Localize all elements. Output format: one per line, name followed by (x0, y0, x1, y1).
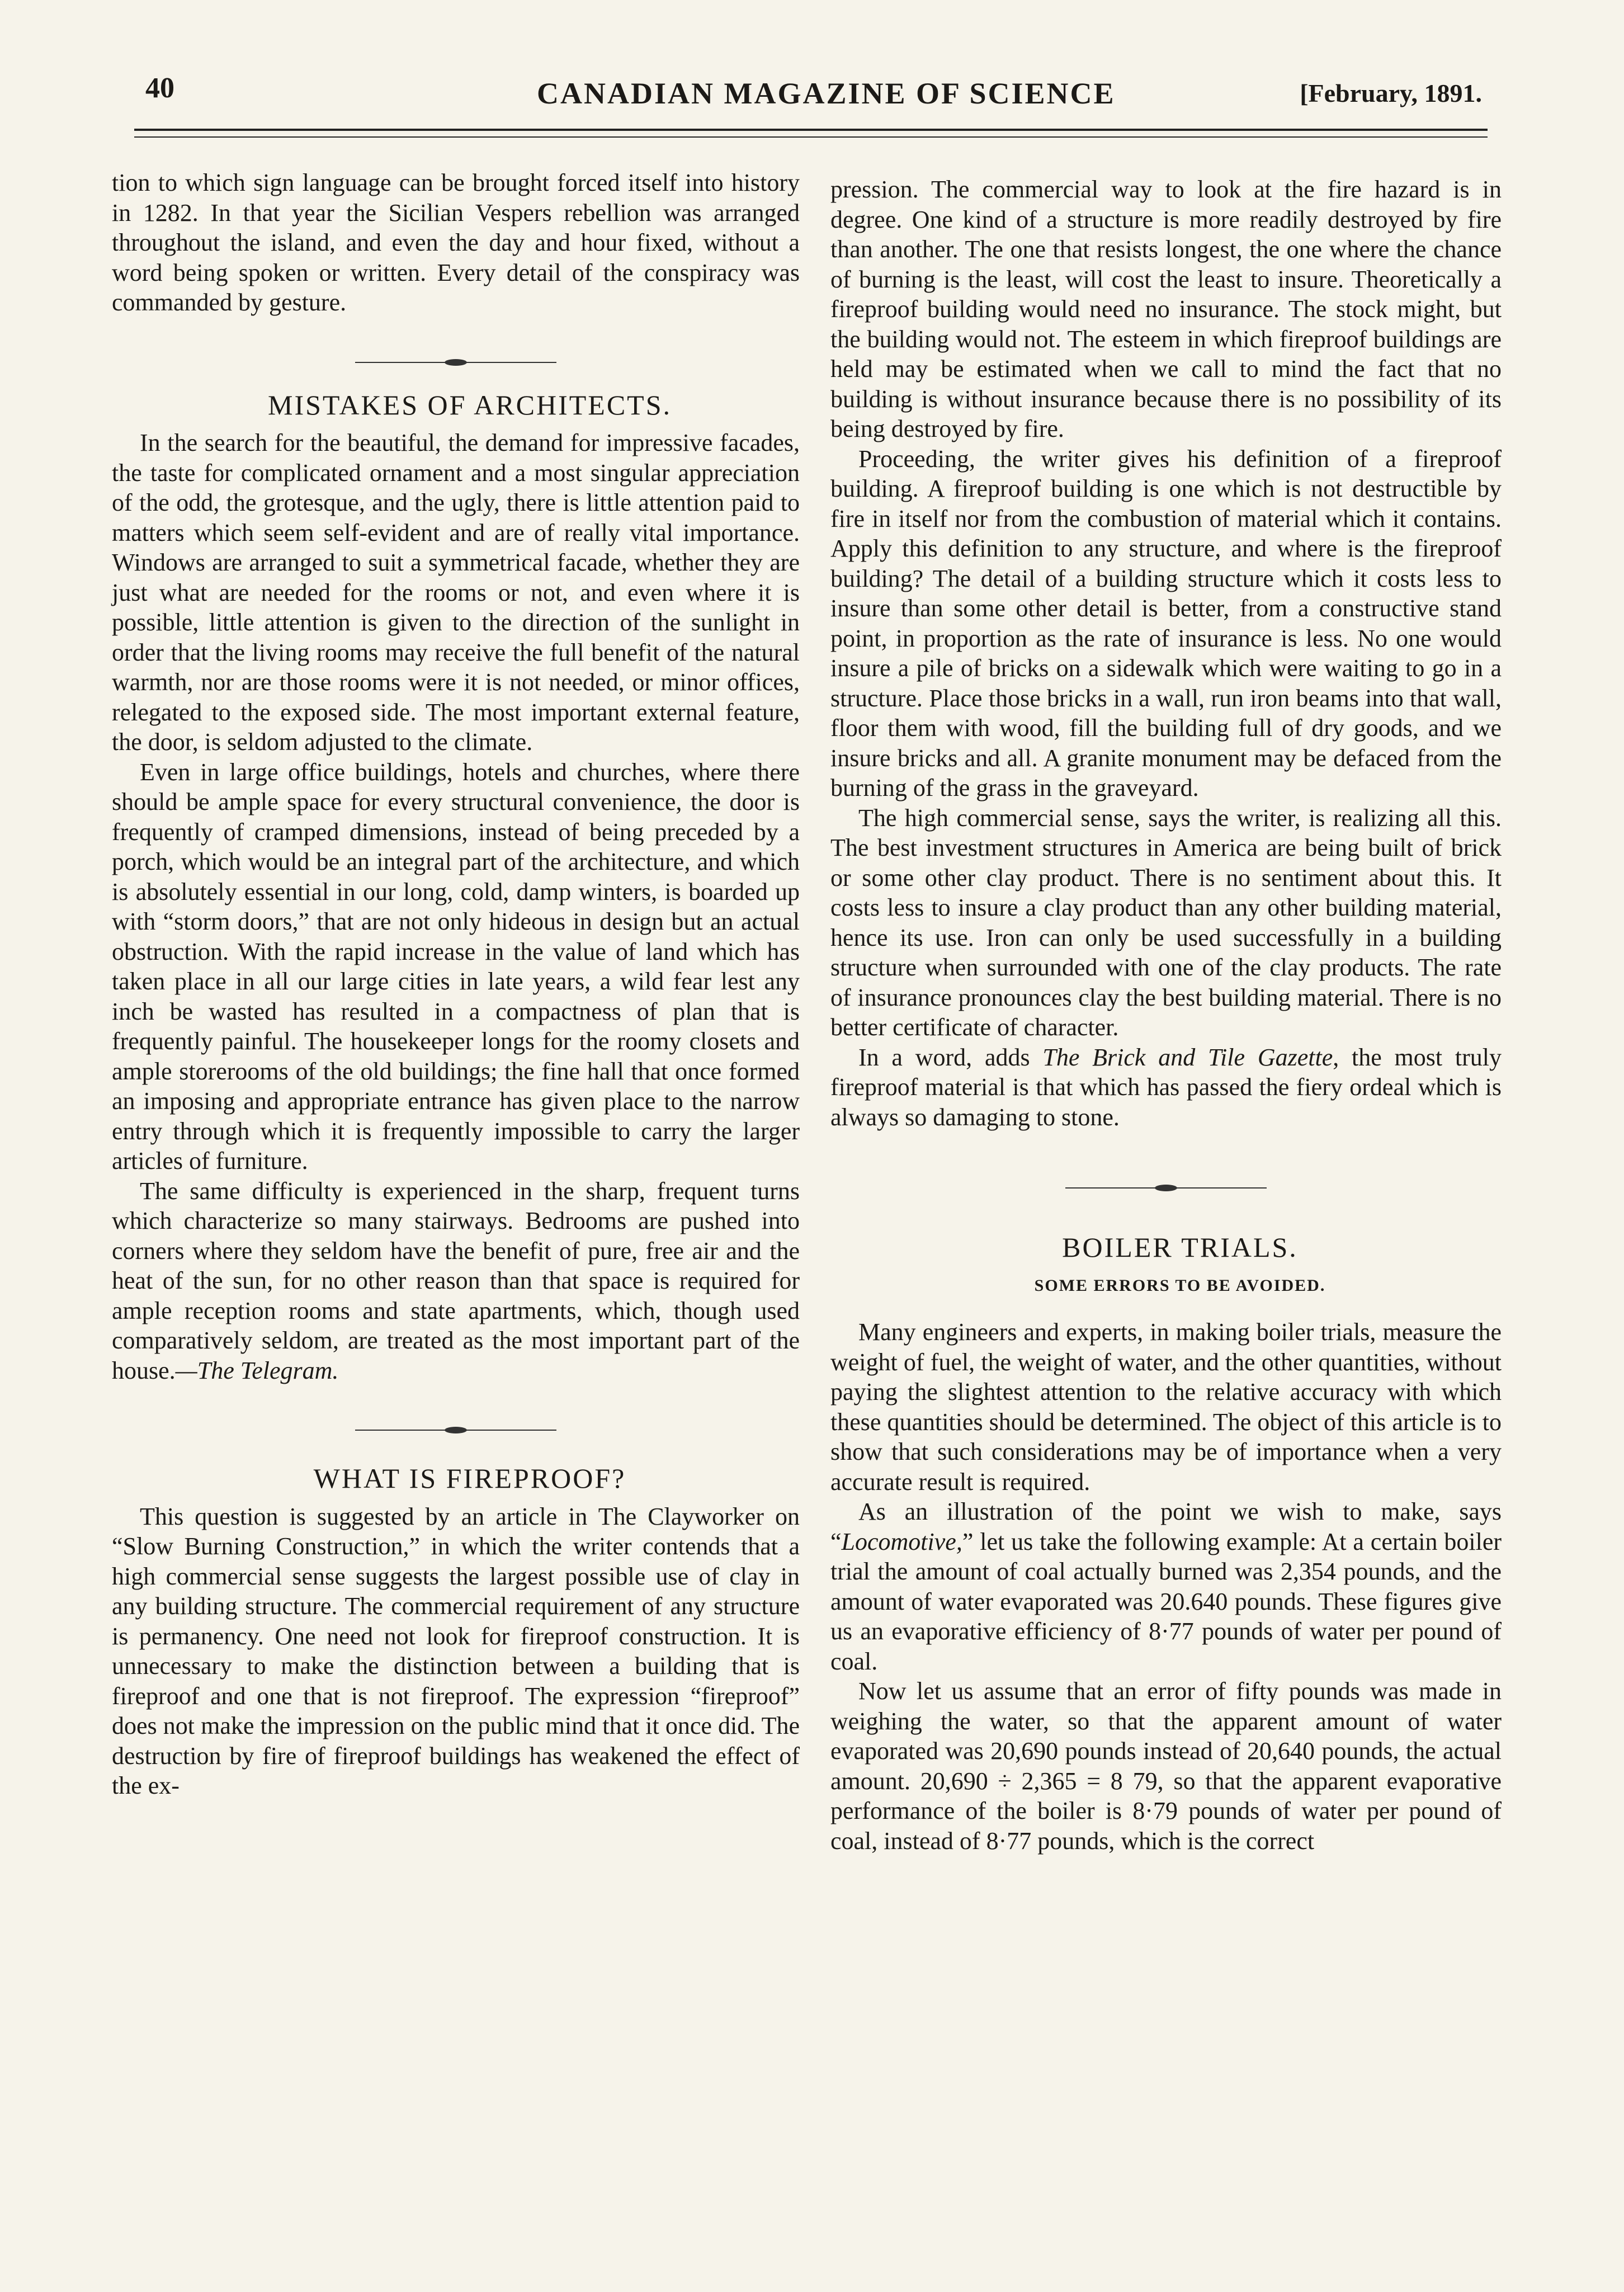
paragraph (830, 1043, 1502, 1133)
paragraph: This question is suggested by an article in The Clayworker on “Slow Burning Construction,” in which the writer contends that a high commercial sense suggests the largest possible use of clay in any building structure. The commercial requirement of any structure is permanency. One need not look for fireproof construction. It is unnecessary to make the distinction between a building that is fireproof and one that is not fireproof. The expression “fireproof” does not make the impression on the public mind that it once did. The destruction by fire of fireproof buildings has weakened the effect of the ex- (112, 1502, 800, 1799)
paragraph: The high commercial sense, says the writer, is realizing all this. The best investment structures in America are being built of brick or some other clay product. There is no sentiment about this. It costs less to insure a clay product than any other building material, hence its use. Iron can only be used successfully in a building structure when surrounded with one of the clay products. The rate of insurance pronounces clay the best building material. There is no better certificate of character. (830, 804, 1502, 1041)
paragraph-text: ” let us take the following example: At a certain boiler trial the amount of coal actually burned was 2,354 pounds, and the amount of water evaporated was 20.640 pounds. These figures give us an evaporative efficiency of 8·77 pounds of water per pound of coal. (830, 1527, 1502, 1675)
publication-name: The Brick and Tile Gazette (1042, 1043, 1333, 1071)
publication-name: Locomotive, (841, 1527, 962, 1555)
section-ornament (830, 1166, 1502, 1199)
section-title-boiler: BOILER TRIALS. (1062, 1232, 1298, 1263)
paragraph: tion to which sign language can be brought forced itself into history in 1282. In that year the Sicilian Vespers rebellion was arranged throughout the island, and even the day and hour fixed, without a word being spoken or written. Every detail of the conspiracy was commanded by gesture. (112, 169, 800, 316)
paragraph: Many engineers and experts, in making boiler trials, measure the weight of fuel, the weight of water, and the other quantities, without paying the slightest attention to the relative accuracy with which these quantities should be determined. The object of this article is to show that such considerations may be of importance when a very accurate result is required. (830, 1318, 1502, 1496)
paragraph-text: , the most truly fireproof material is that which has passed the fiery ordeal which is always so damaging to stone. (830, 1043, 1502, 1131)
paragraph-text: As an illustration of the point we wish to make, says “ (830, 1498, 1502, 1555)
magazine-title: CANADIAN MAGAZINE OF SCIENCE (537, 77, 1116, 110)
section-title-fireproof: WHAT IS FIREPROOF? (313, 1463, 626, 1494)
left-column (112, 168, 800, 1801)
paragraph (830, 1497, 1502, 1676)
section-ornament (112, 340, 800, 374)
page-header (134, 66, 1488, 116)
page-number: 40 (145, 72, 174, 104)
section-subtitle: SOME ERRORS TO BE AVOIDED. (1034, 1276, 1326, 1295)
paragraph: Now let us assume that an error of fifty pounds was made in weighing the water, so that the apparent amount of water evaporated was 20,690 pounds instead of 20,640 pounds, the actual amount. 20,690 ÷ 2,365 = 8 79, so that the apparent evaporative performance of the boiler is 8·79 pounds of water per pound of coal, instead of 8·77 pounds, which is the correct (830, 1677, 1502, 1855)
paragraph: pression. The commercial way to look at the fire hazard is in degree. One kind of a structure is more readily destroyed by fire than another. The one that resists longest, the one where the chance of burning is the least, will cost the least to insure. Theoretically a fireproof building would need no insurance. The stock might, but the building would not. The esteem in which fireproof buildings are held may be estimated when we call to mind the fact that no building is without insurance because there is no possibility of its being destroyed by fire. (830, 176, 1502, 442)
paragraph: Proceeding, the writer gives his definition of a fireproof building. A fireproof building is one which is not destructible by fire in itself nor from the combustion of material which it contains. Apply this definition to any structure, and where is the fireproof building? The detail of a building structure which it costs less to insure than some other detail is better, from a constructive stand point, in proportion as the rate of insurance is less. No one would insure a pile of bricks on a sidewalk which were waiting to go in a structure. Place those bricks in a wall, run iron beams into that wall, floor them with wood, fill the building full of dry goods, and we insure bricks and all. A granite monument may be defaced from the burning of the grass in the graveyard. (830, 445, 1502, 801)
header-rule-thin (134, 136, 1488, 138)
paragraph-text: The same difficulty is experienced in the sharp, frequent turns which characterize so many stairways. Bedrooms are pushed into corners where they seldom have the benefit of pure, free air and the heat of the sun, for no other reason than that space is required for ample reception rooms and state apartments, which, though used comparatively seldom, are treated as the most important part of the house. (112, 1177, 800, 1384)
paragraph-text: In a word, adds (858, 1043, 1043, 1071)
section-ornament (112, 1408, 800, 1441)
issue-date: [February, 1891. (1300, 79, 1482, 107)
header-rule (134, 129, 1488, 131)
section-title-architects: MISTAKES OF ARCHITECTS. (267, 389, 672, 421)
paragraph: In the search for the beautiful, the demand for impressive facades, the taste for complicated ornament and a most singular appreciation of the odd, the grotesque, and the ugly, there is little attention paid to matters which seem self-evident and are of really vital importance. Windows are arranged to suit a symmetrical facade, whether they are just what are needed for the rooms or not, and even where it is possible, little attention is given to the direction of the sunlight in order that the living rooms may receive the full benefit of the natural warmth, nor are those rooms were it is not needed, or minor offices, relegated to the exposed side. The most important external feature, the door, is seldom adjusted to the climate. (112, 429, 800, 756)
source-credit: —The Telegram. (175, 1356, 339, 1384)
right-column (830, 175, 1502, 1856)
paragraph (112, 1176, 800, 1386)
paragraph: Even in large office buildings, hotels and churches, where there should be ample space for every structural convenience, the door is frequently of cramped dimensions, instead of being preceded by a porch, which would be an integral part of the architecture, and which is absolutely essential in our long, cold, damp winters, is boarded up with “storm doors,” that are not only hideous in design but an actual obstruction. With the rapid increase in the value of land which has taken place in all our large cities in late years, a wild fear lest any inch be wasted has resulted in a compactness of plan that is frequently painful. The housekeeper longs for the roomy closets and ample storerooms of the old buildings; the fine hall that once formed an imposing and appropriate entrance has given place to the narrow entry through which it is frequently impossible to carry the larger articles of furniture. (112, 758, 800, 1175)
